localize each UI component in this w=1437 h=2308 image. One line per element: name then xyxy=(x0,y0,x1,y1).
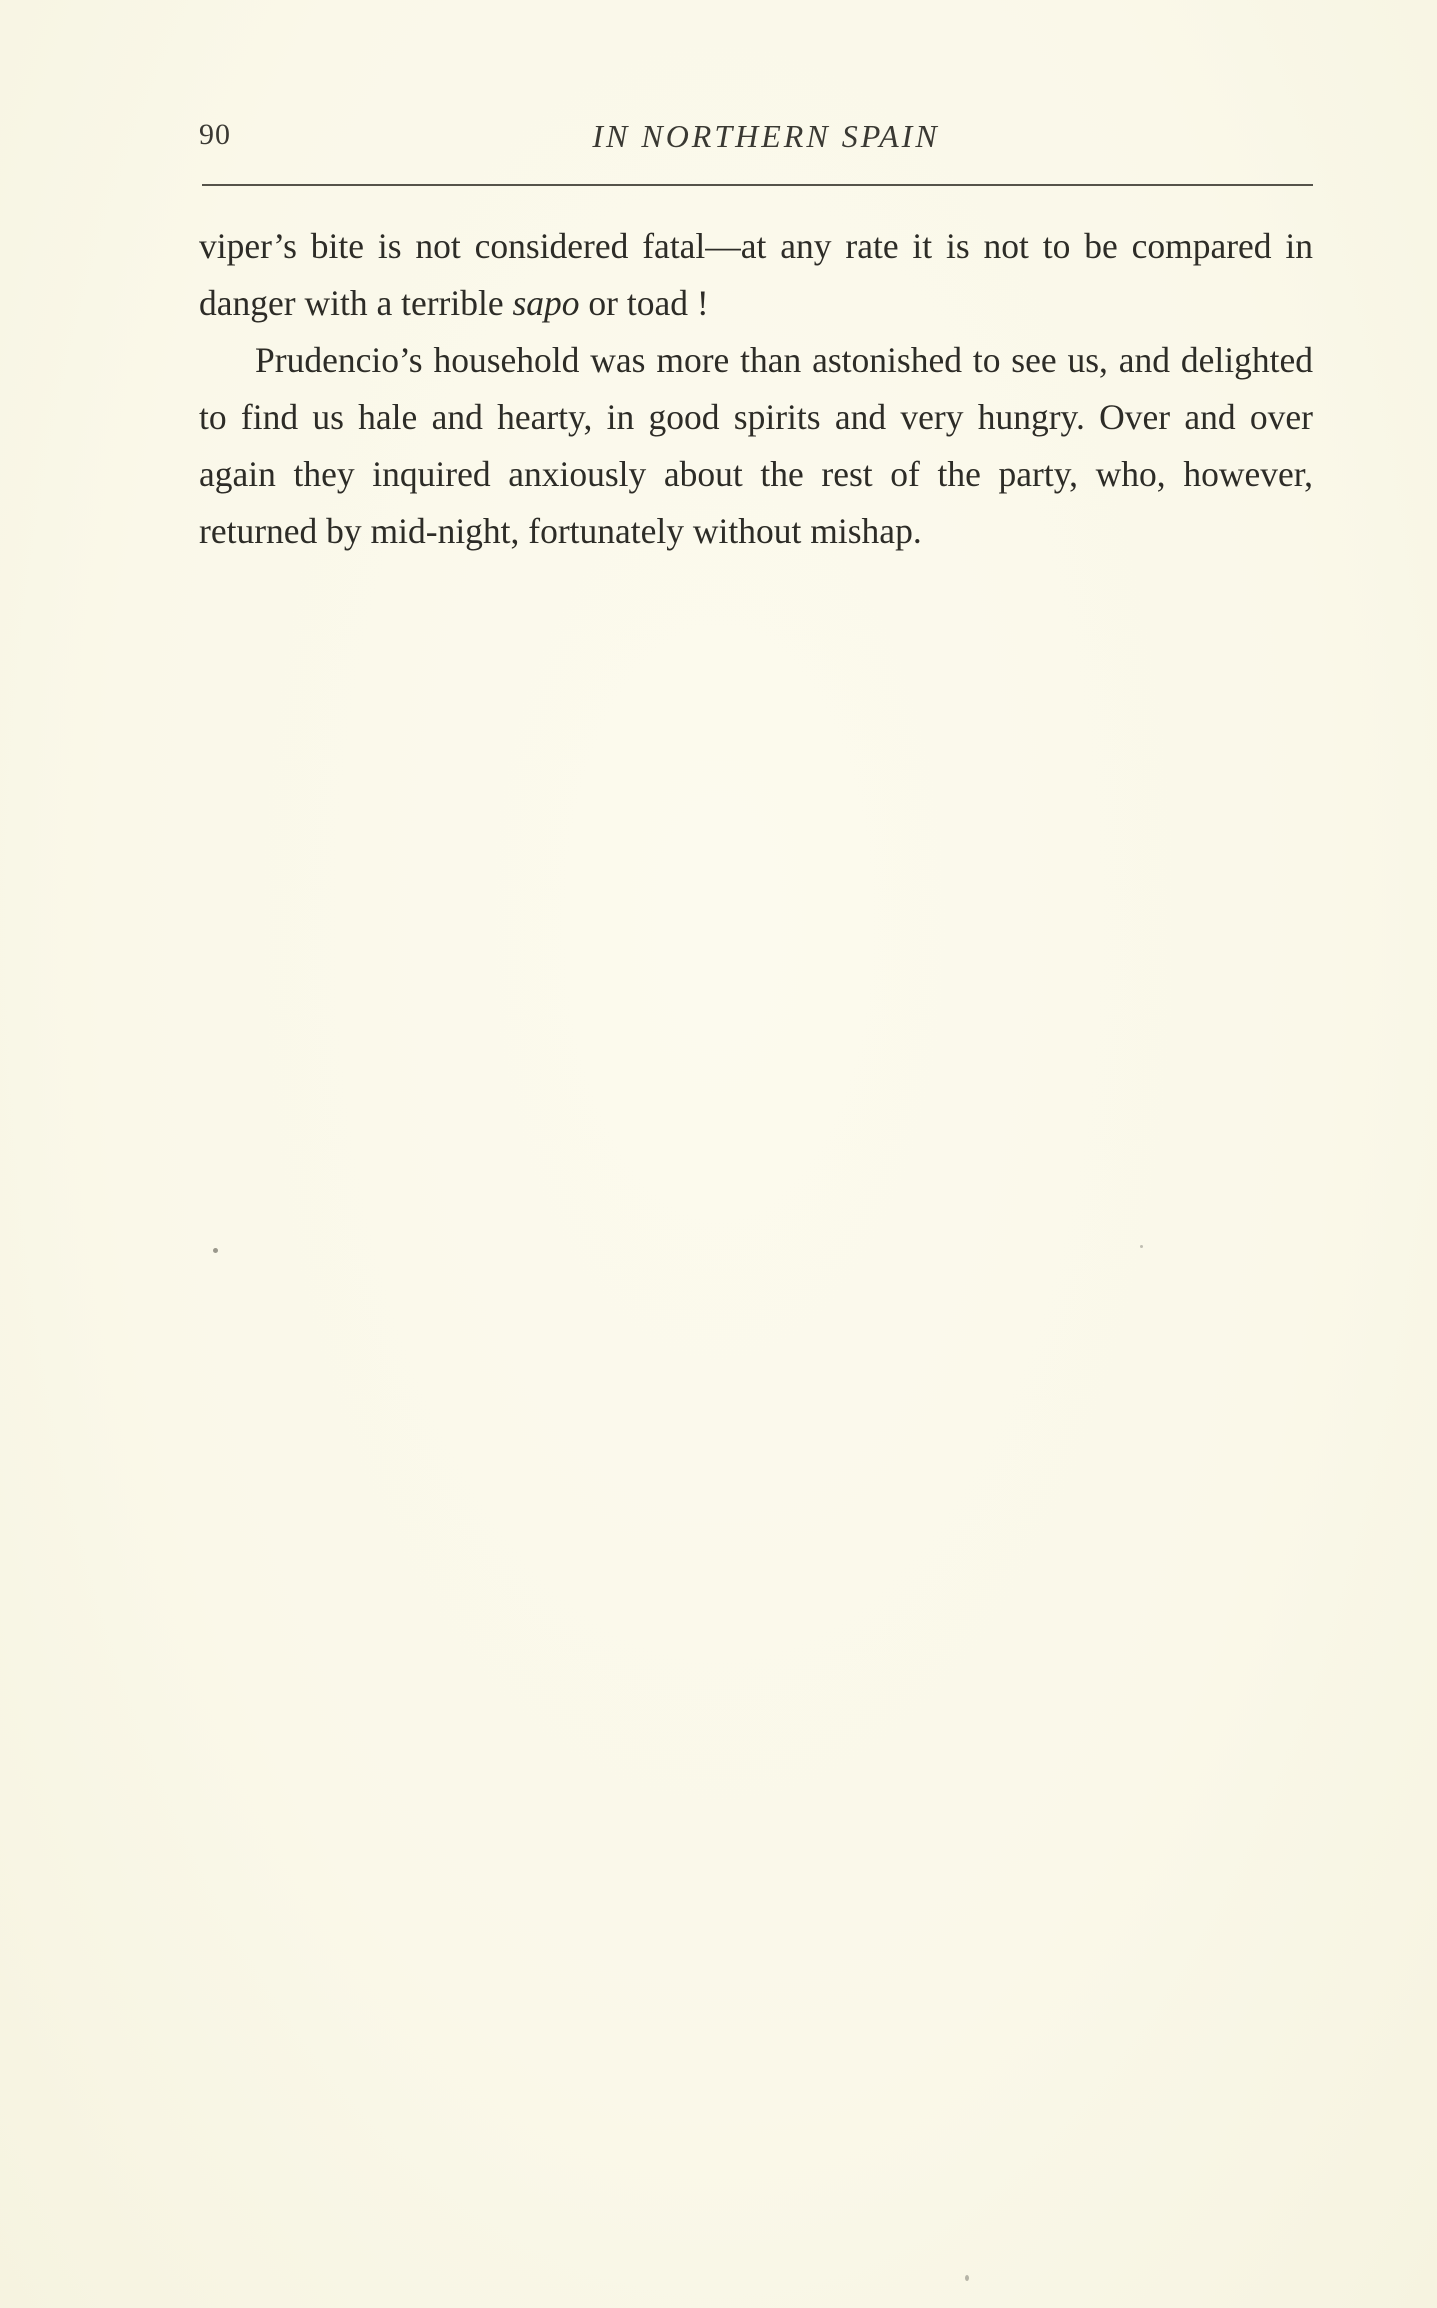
page-header xyxy=(199,112,1313,172)
running-head: IN NORTHERN SPAIN xyxy=(592,118,940,154)
italic-word-sapo: sapo xyxy=(512,283,580,323)
paper-speck xyxy=(965,2275,969,2281)
paper-speck xyxy=(213,1248,218,1253)
paragraph-1-text-a: viper’s bite is not considered fatal—at any rate it is not to be compared in danger with a terrible xyxy=(199,226,1313,323)
paragraph-2: Prudencio’s household was more than astonished to see us, and delighted to find us hale and hearty, in good spirits and very hungry. Over and over again they inquired anxiously about the rest of the party, who, however, returned by mid-night, fortunately without mishap. xyxy=(199,340,1313,551)
paragraph-1 xyxy=(199,218,1313,332)
paper-speck xyxy=(1140,1245,1143,1248)
paragraph-1-text-b: or toad ! xyxy=(579,283,709,323)
body-text xyxy=(199,218,1313,560)
header-rule xyxy=(202,184,1313,186)
page-number: 90 xyxy=(199,118,231,151)
